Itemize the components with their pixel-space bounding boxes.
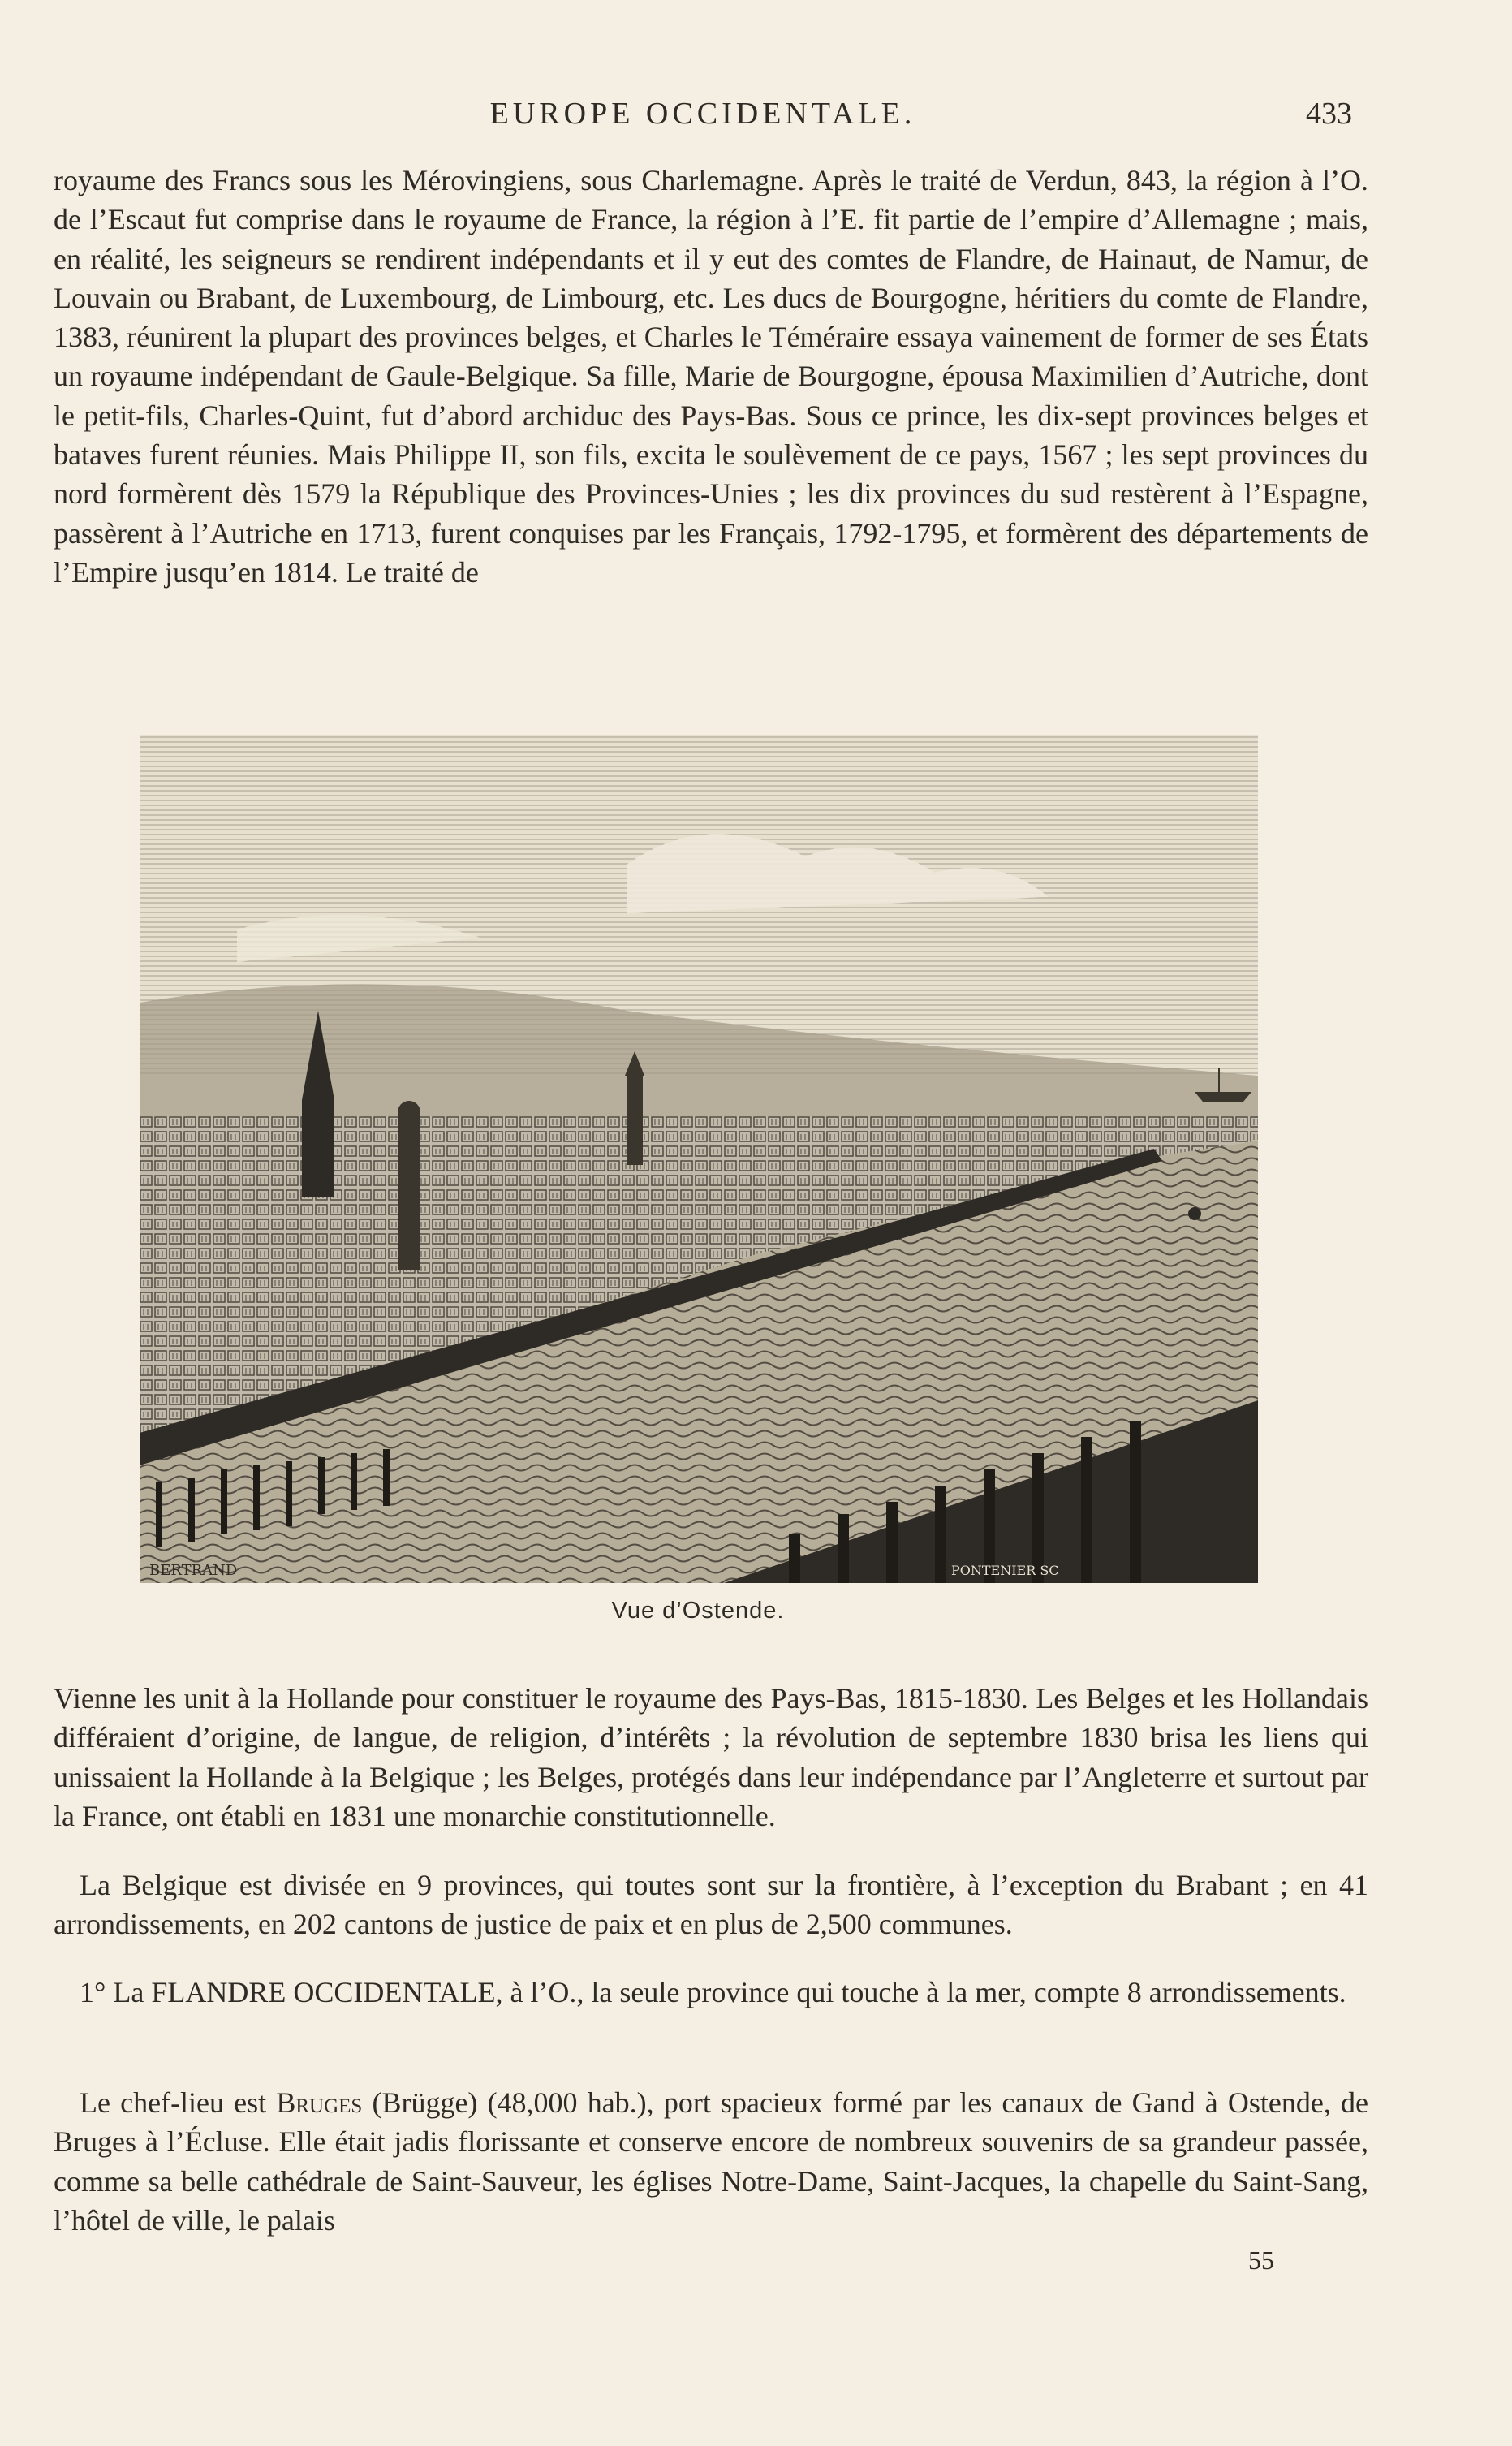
paragraph-history: royaume des Francs sous les Mérovingiens, sous Charlemagne. Après le traité de Verdun, 843, la région à l’O. de l’Escaut fut comprise dans le royaume de France, la région à l’E. fit partie de l’empire d’Allemagne ; mais, en réalité, les seigneurs se rendirent indépendants et il y eut des comtes de Flandre, de Hainaut, de Namur, de Louvain ou Brabant, de Luxembourg, de Limbourg, etc. Les ducs de Bourgogne, héritiers du comte de Flandre, 1383, réunirent la plupart des provinces belges, et Charles le Téméraire essaya vainement de former de ses États un royaume indépendant de Gaule-Belgique. Sa fille, Marie de Bourgogne, épousa Maximilien d’Autriche, dont le petit-fils, Charles-Quint, fut d’abord archiduc des Pays-Bas. Sous ce prince, les dix-sept provinces belges et bataves furent réunies. Mais Philippe II, son fils, excita le soulèvement de ce pays, 1567 ; les sept provinces du nord formèrent dès 1579 la République des Provinces-Unies ; les dix provinces du sud restèrent à l’Espagne, passèrent à l’Autriche en 1713, furent conquises par les Français, 1792-1795, et formèrent des départements de l’Empire jusqu’en 1814. Le traité de — [54, 164, 1368, 589]
paragraph-provinces: La Belgique est divisée en 9 provinces, qui toutes sont sur la frontière, à l’exception du Brabant ; en 41 arrondissements, en 202 cantons de justice de paix et en plus de 2,500 communes. — [54, 1869, 1368, 1941]
engraving-ostende — [140, 735, 1258, 1583]
bruges-city-name: Bruges — [276, 2086, 363, 2119]
ostende-engraving-illustration — [140, 735, 1258, 1583]
bruges-text-after: (Brügge) (48,000 hab.), port spacieux formé par les canaux de Gand à Ostende, de Bruges à l’Écluse. Elle était jadis florissante et conserve encore de nombreux souvenirs de sa grandeur passée, comme sa belle cathédrale de Saint-Sauveur, les églises Notre-Dame, Saint-Jacques, la chapelle du Saint-Sang, l’hôtel de ville, le palais — [54, 2086, 1368, 2237]
engraver-signature-left: BERTRAND — [149, 1562, 238, 1579]
page-number: 433 — [1306, 97, 1352, 131]
page-header — [54, 96, 1352, 145]
engraver-signature-right: PONTENIER SC — [951, 1563, 1059, 1578]
paragraph-bruges — [54, 2083, 1368, 2240]
paragraph-flandre-occidentale: 1° La FLANDRE OCCIDENTALE, à l’O., la seule province qui touche à la mer, compte 8 arrondissements. — [80, 1976, 1346, 2008]
paragraph-independence: Vienne les unit à la Hollande pour constituer le royaume des Pays-Bas, 1815-1830. Les Belges et les Hollandais différaient d’origine, de langue, de religion, d’intérêts ; la révolution de septembre 1830 brisa les liens qui unissaient la Hollande à la Belgique ; les Belges, protégés dans leur indépendance par l’Angleterre et surtout par la France, ont établi en 1831 une monarchie constitutionnelle. — [54, 1682, 1368, 1832]
running-title: EUROPE OCCIDENTALE. — [489, 97, 916, 131]
bruges-text-before: Le chef-lieu est — [80, 2086, 277, 2119]
figure-caption: Vue d’Ostende. — [611, 1598, 785, 1624]
printer-signature-mark: 55 — [1248, 2245, 1274, 2275]
